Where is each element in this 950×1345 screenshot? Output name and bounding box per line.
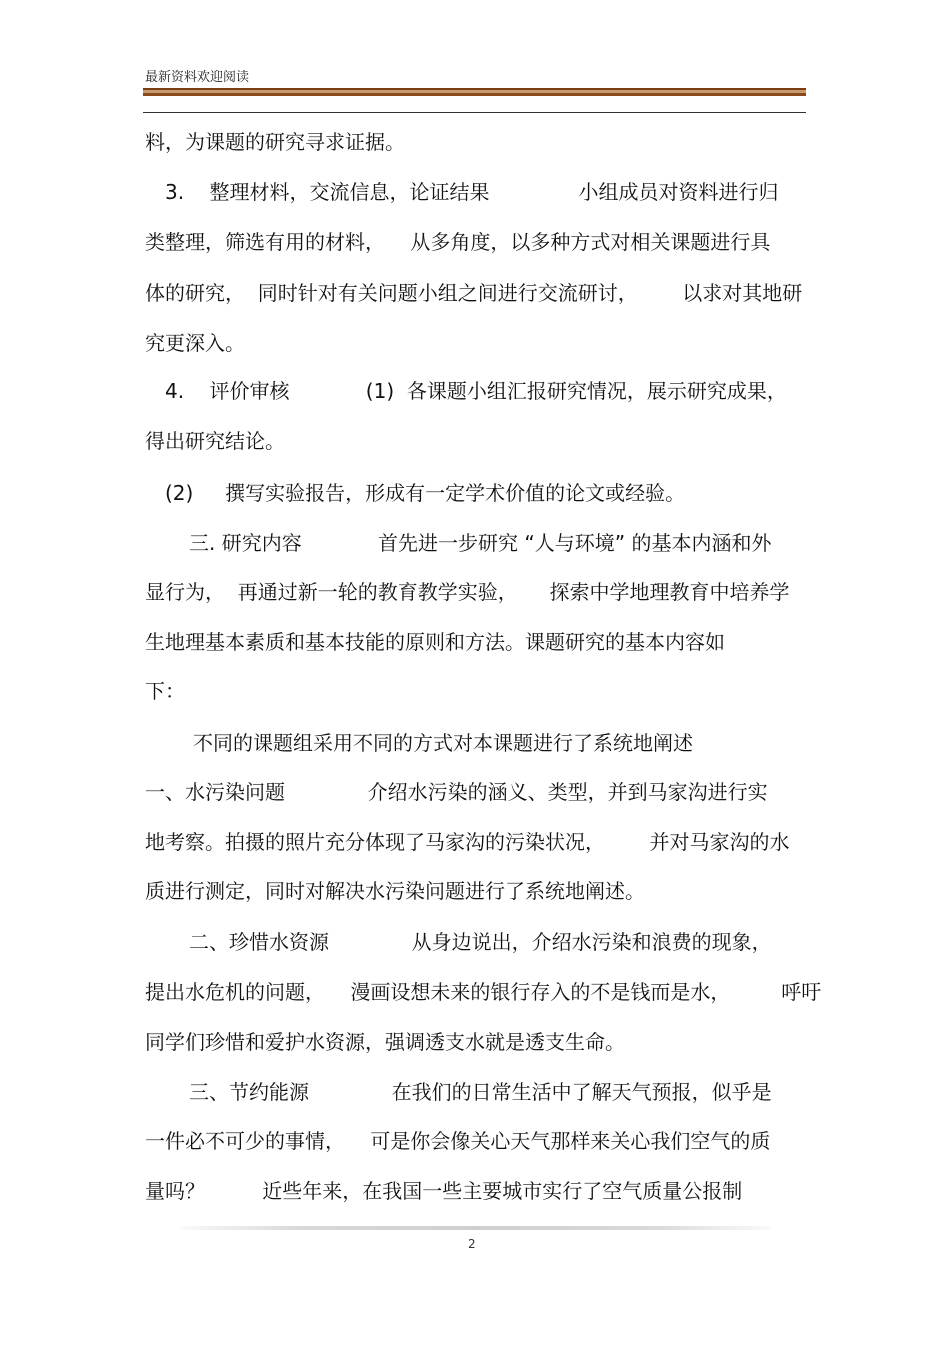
paragraph-line: 生地理基本素质和基本技能的原则和方法。课题研究的基本内容如: [145, 630, 725, 654]
paragraph-line: 究更深入。: [145, 331, 245, 355]
paragraph-line: (2) 撰写实验报告，形成有一定学术价值的论文或经验。: [165, 481, 686, 505]
paragraph-line: 显行为， 再通过新一轮的教育教学实验， 探索中学地理教育中培养学: [145, 580, 790, 604]
section-heading-line: 二、珍惜水资源 从身边说出，介绍水污染和浪费的现象，: [189, 930, 772, 954]
section-heading-line: 三、节约能源 在我们的日常生活中了解天气预报，似乎是: [189, 1080, 772, 1104]
section-heading-line: 一、水污染问题 介绍水污染的涵义、类型，并到马家沟进行实: [145, 780, 768, 804]
paragraph-line: 类整理，筛选有用的材料， 从多角度，以多种方式对相关课题进行具: [145, 230, 771, 254]
header-decorative-rule: [143, 88, 806, 96]
paragraph-line: 得出研究结论。: [145, 429, 285, 453]
header-thin-rule: [143, 112, 806, 113]
paragraph-line: 下：: [145, 679, 185, 703]
paragraph-line: 质进行测定，同时对解决水污染问题进行了系统地阐述。: [145, 879, 645, 903]
paragraph-line: 同学们珍惜和爱护水资源，强调透支水就是透支生命。: [145, 1030, 625, 1054]
paragraph-line: 体的研究， 同时针对有关问题小组之间进行交流研讨， 以求对其地研: [145, 281, 803, 305]
section-heading-line: 三. 研究内容 首先进一步研究 “人与环境” 的基本内涵和外: [189, 531, 772, 555]
header-text: 最新资料欢迎阅读: [145, 70, 250, 85]
paragraph-line: 料，为课题的研究寻求证据。: [145, 130, 405, 154]
paragraph-line: 地考察。拍摄的照片充分体现了马家沟的污染状况， 并对马家沟的水: [145, 830, 790, 854]
footer-rule: [180, 1226, 770, 1230]
page-number: 2: [468, 1237, 476, 1251]
paragraph-line: 提出水危机的问题， 漫画设想未来的银行存入的不是钱而是水， 呼吁: [145, 980, 822, 1004]
paragraph-line: 4. 评价审核 (1) 各课题小组汇报研究情况，展示研究成果，: [165, 379, 787, 403]
paragraph-line: 一件必不可少的事情， 可是你会像关心天气那样来关心我们空气的质: [145, 1129, 771, 1153]
paragraph-line: 量吗？ 近些年来，在我国一些主要城市实行了空气质量公报制: [145, 1179, 743, 1203]
paragraph-line: 3. 整理材料，交流信息，论证结果 小组成员对资料进行归: [165, 180, 779, 204]
paragraph-line: 不同的课题组采用不同的方式对本课题进行了系统地阐述: [193, 731, 693, 755]
